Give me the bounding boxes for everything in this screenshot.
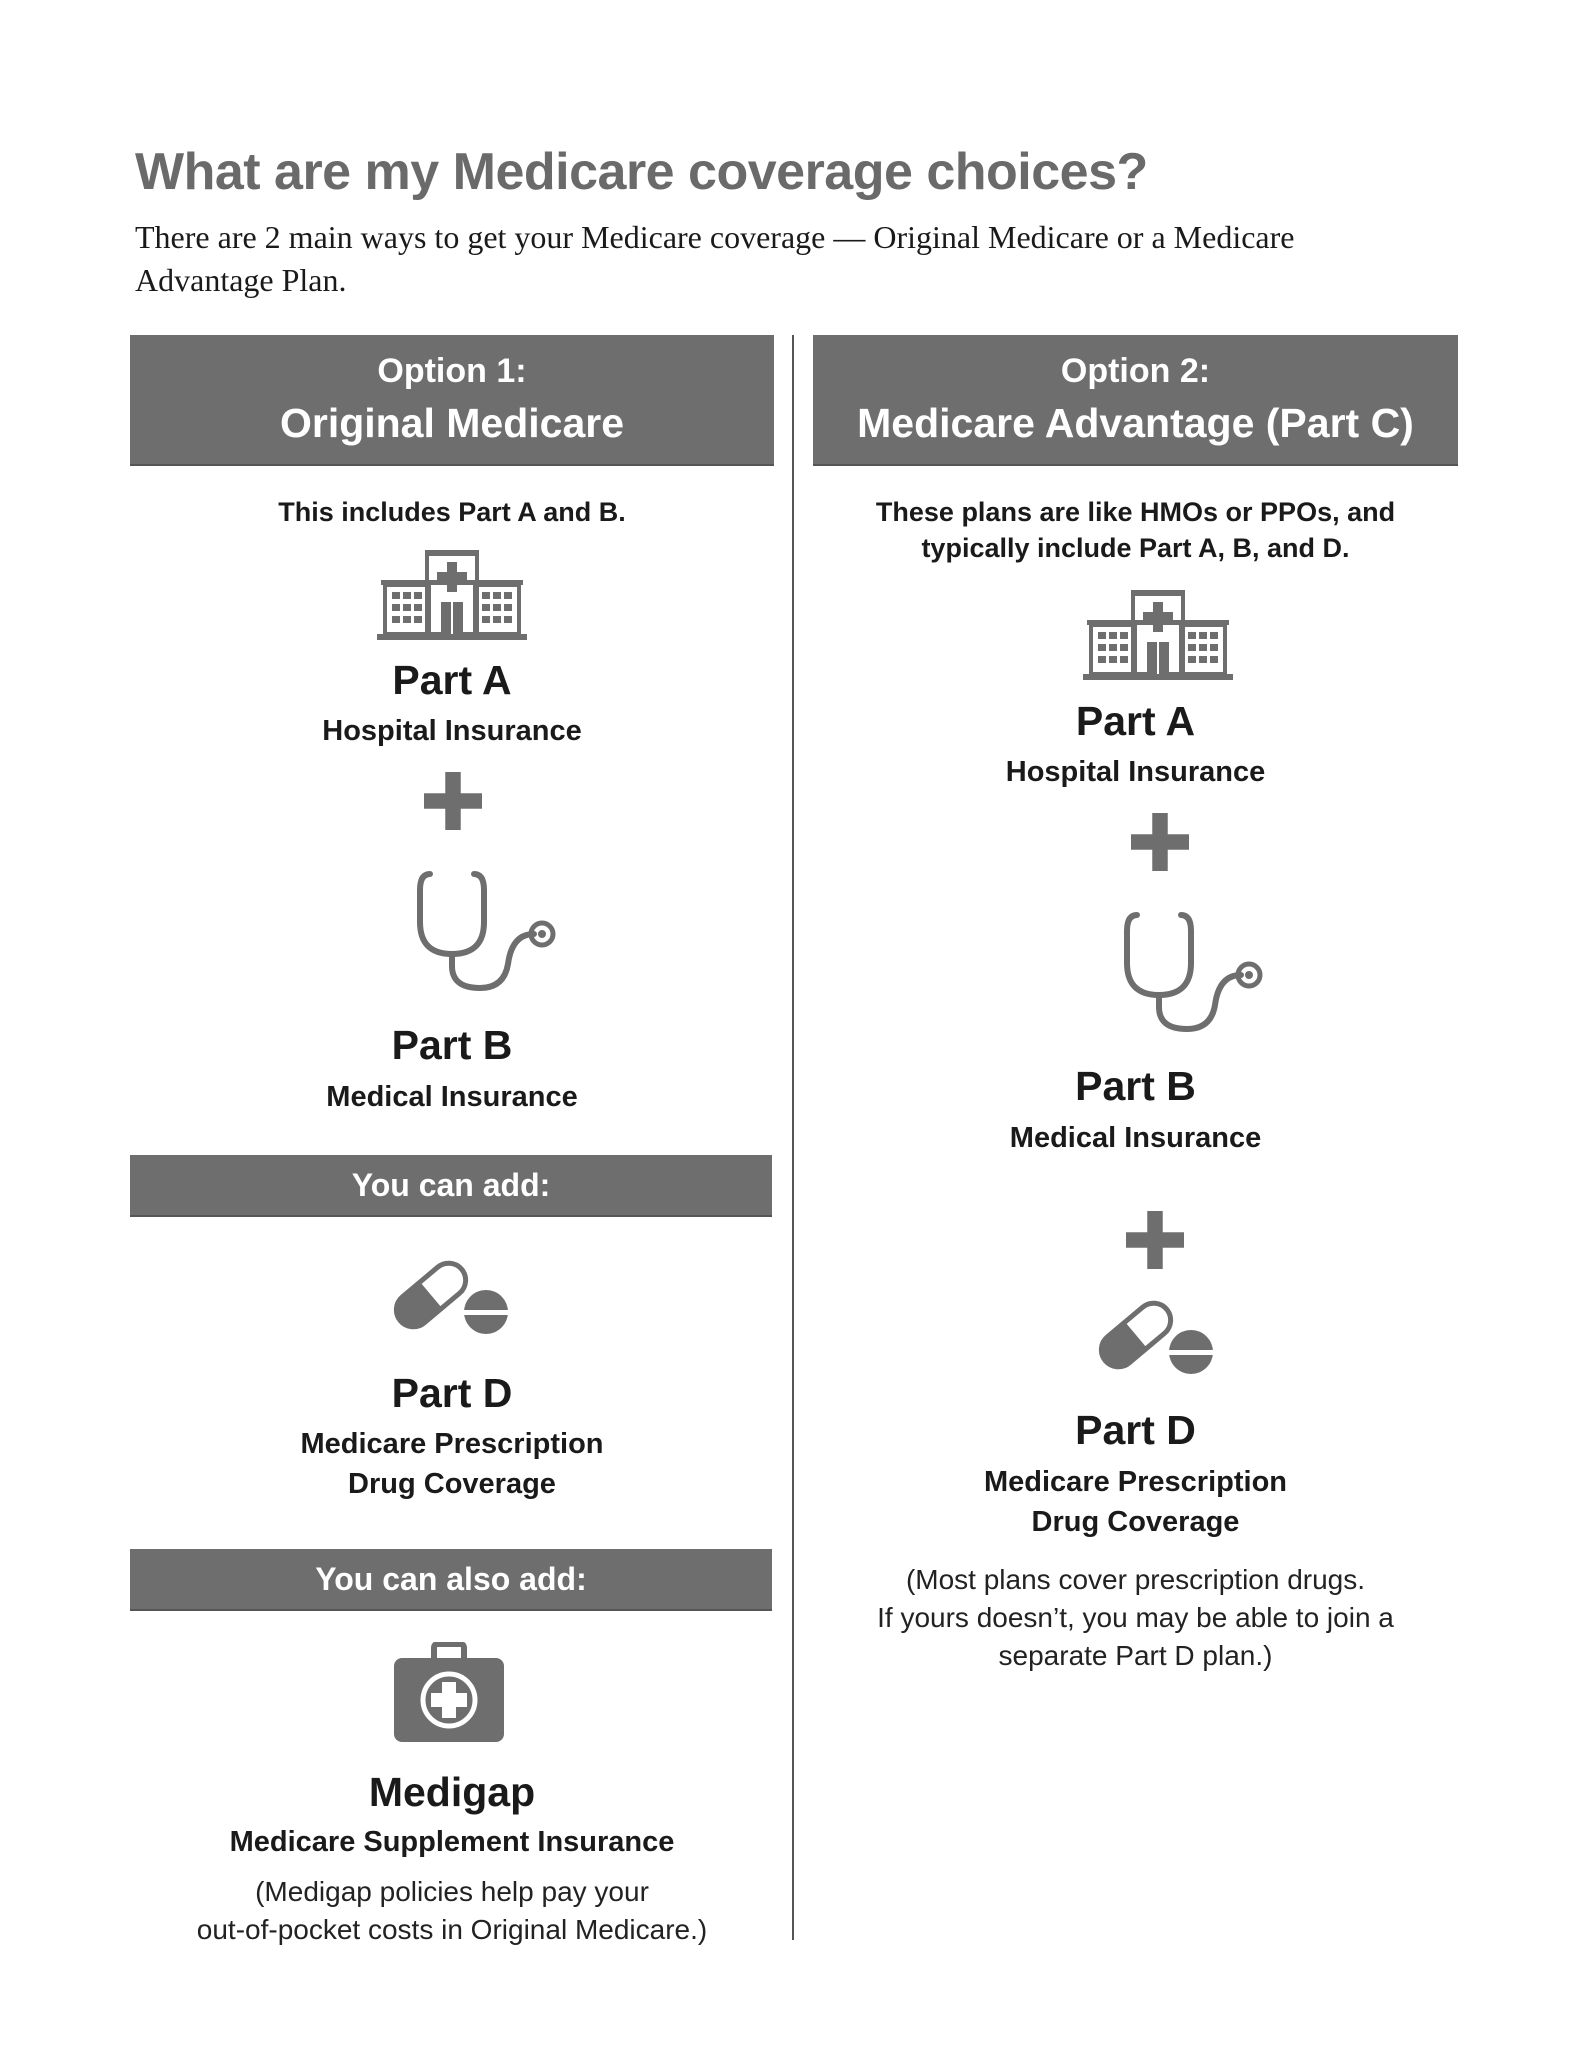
stethoscope-icon: [1115, 903, 1265, 1033]
option2-part-a-title: Part A: [1075, 698, 1196, 744]
option2-banner: [813, 335, 1458, 466]
option1-part-a-title: Part A: [392, 657, 512, 703]
stethoscope-icon: [408, 862, 558, 992]
first-aid-kit-icon: [394, 1642, 504, 1742]
option1-part-b-subtitle: Medical Insurance: [326, 1081, 578, 1113]
column-divider: [792, 335, 794, 1940]
option2-note-1: (Most plans cover prescription drugs.: [905, 1564, 1366, 1595]
option2-part-b-title: Part B: [1075, 1063, 1196, 1109]
option1-part-a-subtitle: Hospital Insurance: [322, 715, 582, 747]
medigap-note-1: (Medigap policies help pay your: [255, 1876, 649, 1907]
option2-part-a-subtitle: Hospital Insurance: [1005, 756, 1266, 788]
medigap-subtitle: Medicare Supplement Insurance: [229, 1826, 675, 1858]
medigap-title: Medigap: [368, 1769, 536, 1815]
intro-text: There are 2 main ways to get your Medicare coverage — Original Medicare or a Medicare Advantage Plan.: [135, 219, 1295, 298]
option2-label: Option 2:: [1060, 352, 1211, 390]
medigap-note-2: out-of-pocket costs in Original Medicare.): [196, 1914, 708, 1945]
option2-part-d-title: Part D: [1075, 1407, 1196, 1453]
you-can-add-banner: You can add:: [130, 1155, 772, 1217]
option2-part-d-subtitle-2: Drug Coverage: [1031, 1506, 1240, 1538]
option2-name: Medicare Advantage (Part C): [857, 400, 1414, 446]
option2-note-2: If yours doesn’t, you may be able to join a: [877, 1602, 1394, 1633]
plus-icon: [424, 772, 482, 830]
option1-part-d-subtitle-1: Medicare Prescription: [300, 1428, 604, 1460]
option1-part-d-subtitle-2: Drug Coverage: [348, 1468, 556, 1500]
option2-lead-2: typically include Part A, B, and D.: [921, 533, 1350, 563]
pills-icon: [1091, 1290, 1221, 1380]
option1-banner: [130, 335, 774, 466]
option2-part-b-subtitle: Medical Insurance: [1009, 1122, 1262, 1154]
option1-part-d-title: Part D: [391, 1370, 513, 1416]
option1-lead: This includes Part A and B.: [278, 497, 626, 527]
plus-icon: [1131, 813, 1189, 871]
option1-name: Original Medicare: [279, 400, 625, 446]
option1-label: Option 1:: [377, 352, 527, 390]
plus-icon: [1126, 1211, 1184, 1269]
option2-part-d-subtitle-1: Medicare Prescription: [984, 1466, 1287, 1498]
you-can-also-add-banner: You can also add:: [130, 1549, 772, 1611]
hospital-icon: [377, 550, 527, 640]
option2-lead-1: These plans are like HMOs or PPOs, and: [875, 497, 1396, 527]
pills-icon: [386, 1250, 516, 1340]
option2-note-3: separate Part D plan.): [998, 1640, 1273, 1671]
page-title: What are my Medicare coverage choices?: [135, 143, 1148, 201]
option1-part-b-title: Part B: [391, 1022, 513, 1068]
hospital-icon: [1083, 590, 1233, 680]
